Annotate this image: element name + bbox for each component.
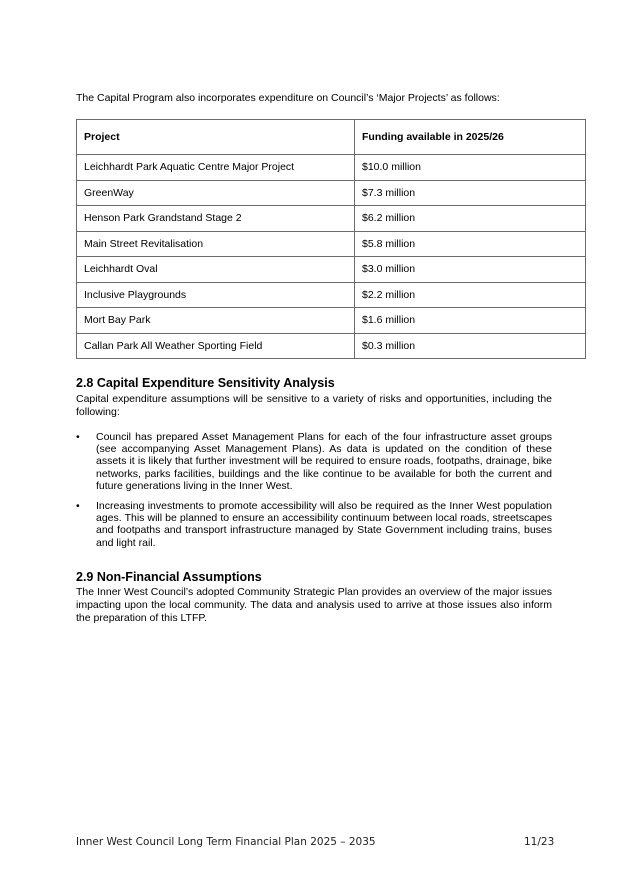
project-funding: $3.0 million [355,257,586,283]
list-item [76,500,552,549]
project-funding: $0.3 million [355,333,586,359]
project-name: Henson Park Grandstand Stage 2 [77,206,355,232]
project-name: Leichhardt Oval [77,257,355,283]
table-row [77,231,586,257]
project-funding: $2.2 million [355,282,586,308]
section-2-8-intro: Capital expenditure assumptions will be sensitive to a variety of risks and opportunities, including the following: [76,393,552,419]
project-funding: $10.0 million [355,155,586,181]
bullet-text: Increasing investments to promote accessibility will also be required as the Inner West population ages. This will be planned to ensure an accessibility continuum between local roads, streetscapes and footpaths and transport infrastructure managed by State Government including trains, buses and light rail. [96,500,552,549]
project-name: Callan Park All Weather Sporting Field [77,333,355,359]
page-number: 11/23 [524,836,555,848]
list-item [76,431,552,492]
table-row [77,257,586,283]
bullet-icon: • [76,500,80,513]
project-name: Mort Bay Park [77,308,355,334]
table-row [77,333,586,359]
header-project: Project [77,120,355,155]
project-name: GreenWay [77,180,355,206]
section-2-9-text: The Inner West Council’s adopted Community Strategic Plan provides an overview of the major issues impacting upon the local community. The data and analysis used to arrive at those issues also inform the preparation of this LTFP. [76,586,552,625]
major-projects-table [76,119,586,359]
project-funding: $5.8 million [355,231,586,257]
table-header-row [77,120,586,155]
bullet-text: Council has prepared Asset Management Plans for each of the four infrastructure asset groups (see accompanying Asset Management Plans). As data is updated on the condition of these assets it is likely that further investment will be required to ensure roads, footpaths, drainage, bike networks, parks facilities, buildings and the like continue to be available for both the current and future generations living in the Inner West. [96,431,552,492]
table-row [77,282,586,308]
table-row [77,155,586,181]
table-row [77,308,586,334]
intro-text: The Capital Program also incorporates expenditure on Council’s ‘Major Projects’ as follows: [76,92,500,104]
bullet-icon: • [76,431,80,443]
project-name: Main Street Revitalisation [77,231,355,257]
project-funding: $1.6 million [355,308,586,334]
footer-title: Inner West Council Long Term Financial Plan 2025 – 2035 [76,836,376,848]
table-row [77,206,586,232]
section-2-8-heading: 2.8 Capital Expenditure Sensitivity Analysis [76,376,335,390]
project-funding: $6.2 million [355,206,586,232]
table-row [77,180,586,206]
sensitivity-bullet-list [76,431,552,557]
project-funding: $7.3 million [355,180,586,206]
project-name: Leichhardt Park Aquatic Centre Major Project [77,155,355,181]
section-2-9-heading: 2.9 Non-Financial Assumptions [76,570,262,584]
project-name: Inclusive Playgrounds [77,282,355,308]
header-funding: Funding available in 2025/26 [355,120,586,155]
